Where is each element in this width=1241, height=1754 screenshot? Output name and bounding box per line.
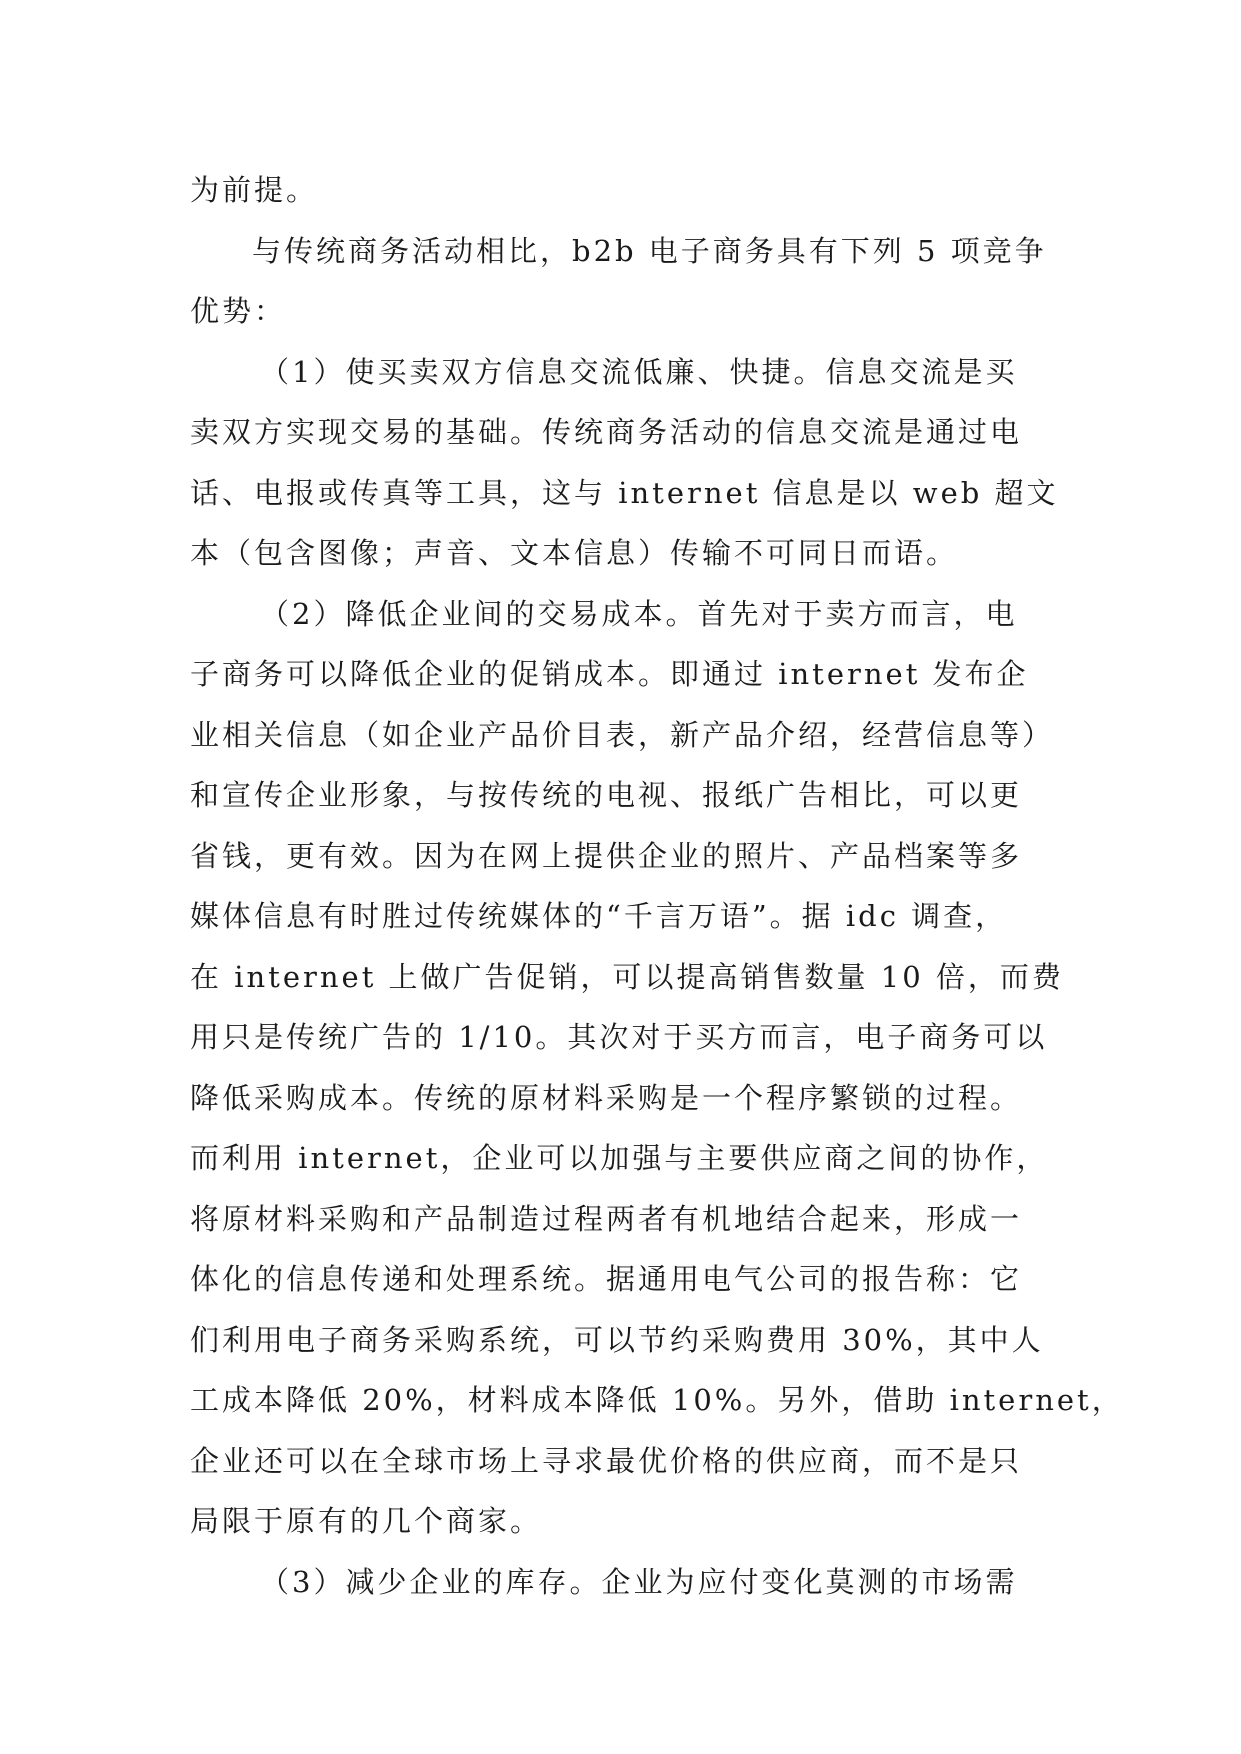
text-line: 话、电报或传真等工具，这与 internet 信息是以 web 超文 [190,475,1059,510]
paragraph-start-line: 与传统商务活动相比，b2b 电子商务具有下列 5 项竞争 [252,233,1047,268]
text-line: 降低采购成本。传统的原材料采购是一个程序繁锁的过程。 [190,1080,1023,1115]
text-line: 用只是传统广告的 1/10。其次对于买方而言，电子商务可以 [190,1020,1048,1054]
text-line: 卖双方实现交易的基础。传统商务活动的信息交流是通过电 [190,415,1023,449]
text-line: 省钱，更有效。因为在网上提供企业的照片、产品档案等多 [190,838,1023,873]
text-line: 工成本降低 20%，材料成本降低 10%。另外，借助 internet， [190,1383,1124,1417]
text-line: 优势： [190,294,287,328]
paragraph-start-line: （1）使买卖双方信息交流低廉、快捷。信息交流是买 [260,354,1018,389]
text-line: 本（包含图像；声音、文本信息）传输不可同日而语。 [190,536,959,570]
text-line: 在 internet 上做广告促销，可以提高销售数量 10 倍，而费 [190,959,1064,994]
text-line: 和宣传企业形象，与按传统的电视、报纸广告相比，可以更 [190,778,1023,812]
text-line: 们利用电子商务采购系统，可以节约采购费用 30%，其中人 [190,1322,1044,1357]
text-line: 子商务可以降低企业的促销成本。即通过 internet 发布企 [190,657,1029,691]
body-text [190,160,1124,1612]
text-line: 为前提。 [190,173,319,207]
paragraph-start-line: （3）减少企业的库存。企业为应付变化莫测的市场需 [260,1564,1018,1599]
text-line: 媒体信息有时胜过传统媒体的“千言万语”。据 idc 调查， [190,899,1008,933]
text-line: 将原材料采购和产品制造过程两者有机地结合起来，形成一 [190,1201,1023,1236]
text-line: 体化的信息传递和处理系统。据通用电气公司的报告称：它 [190,1262,1023,1296]
text-line: 而利用 internet，企业可以加强与主要供应商之间的协作， [190,1141,1049,1175]
paragraph-start-line: （2）降低企业间的交易成本。首先对于卖方而言，电 [260,596,1018,631]
text-line: 业相关信息（如企业产品价目表，新产品介绍，经营信息等） [190,717,1055,752]
text-line: 局限于原有的几个商家。 [190,1504,543,1538]
text-line: 企业还可以在全球市场上寻求最优价格的供应商，而不是只 [190,1443,1023,1478]
